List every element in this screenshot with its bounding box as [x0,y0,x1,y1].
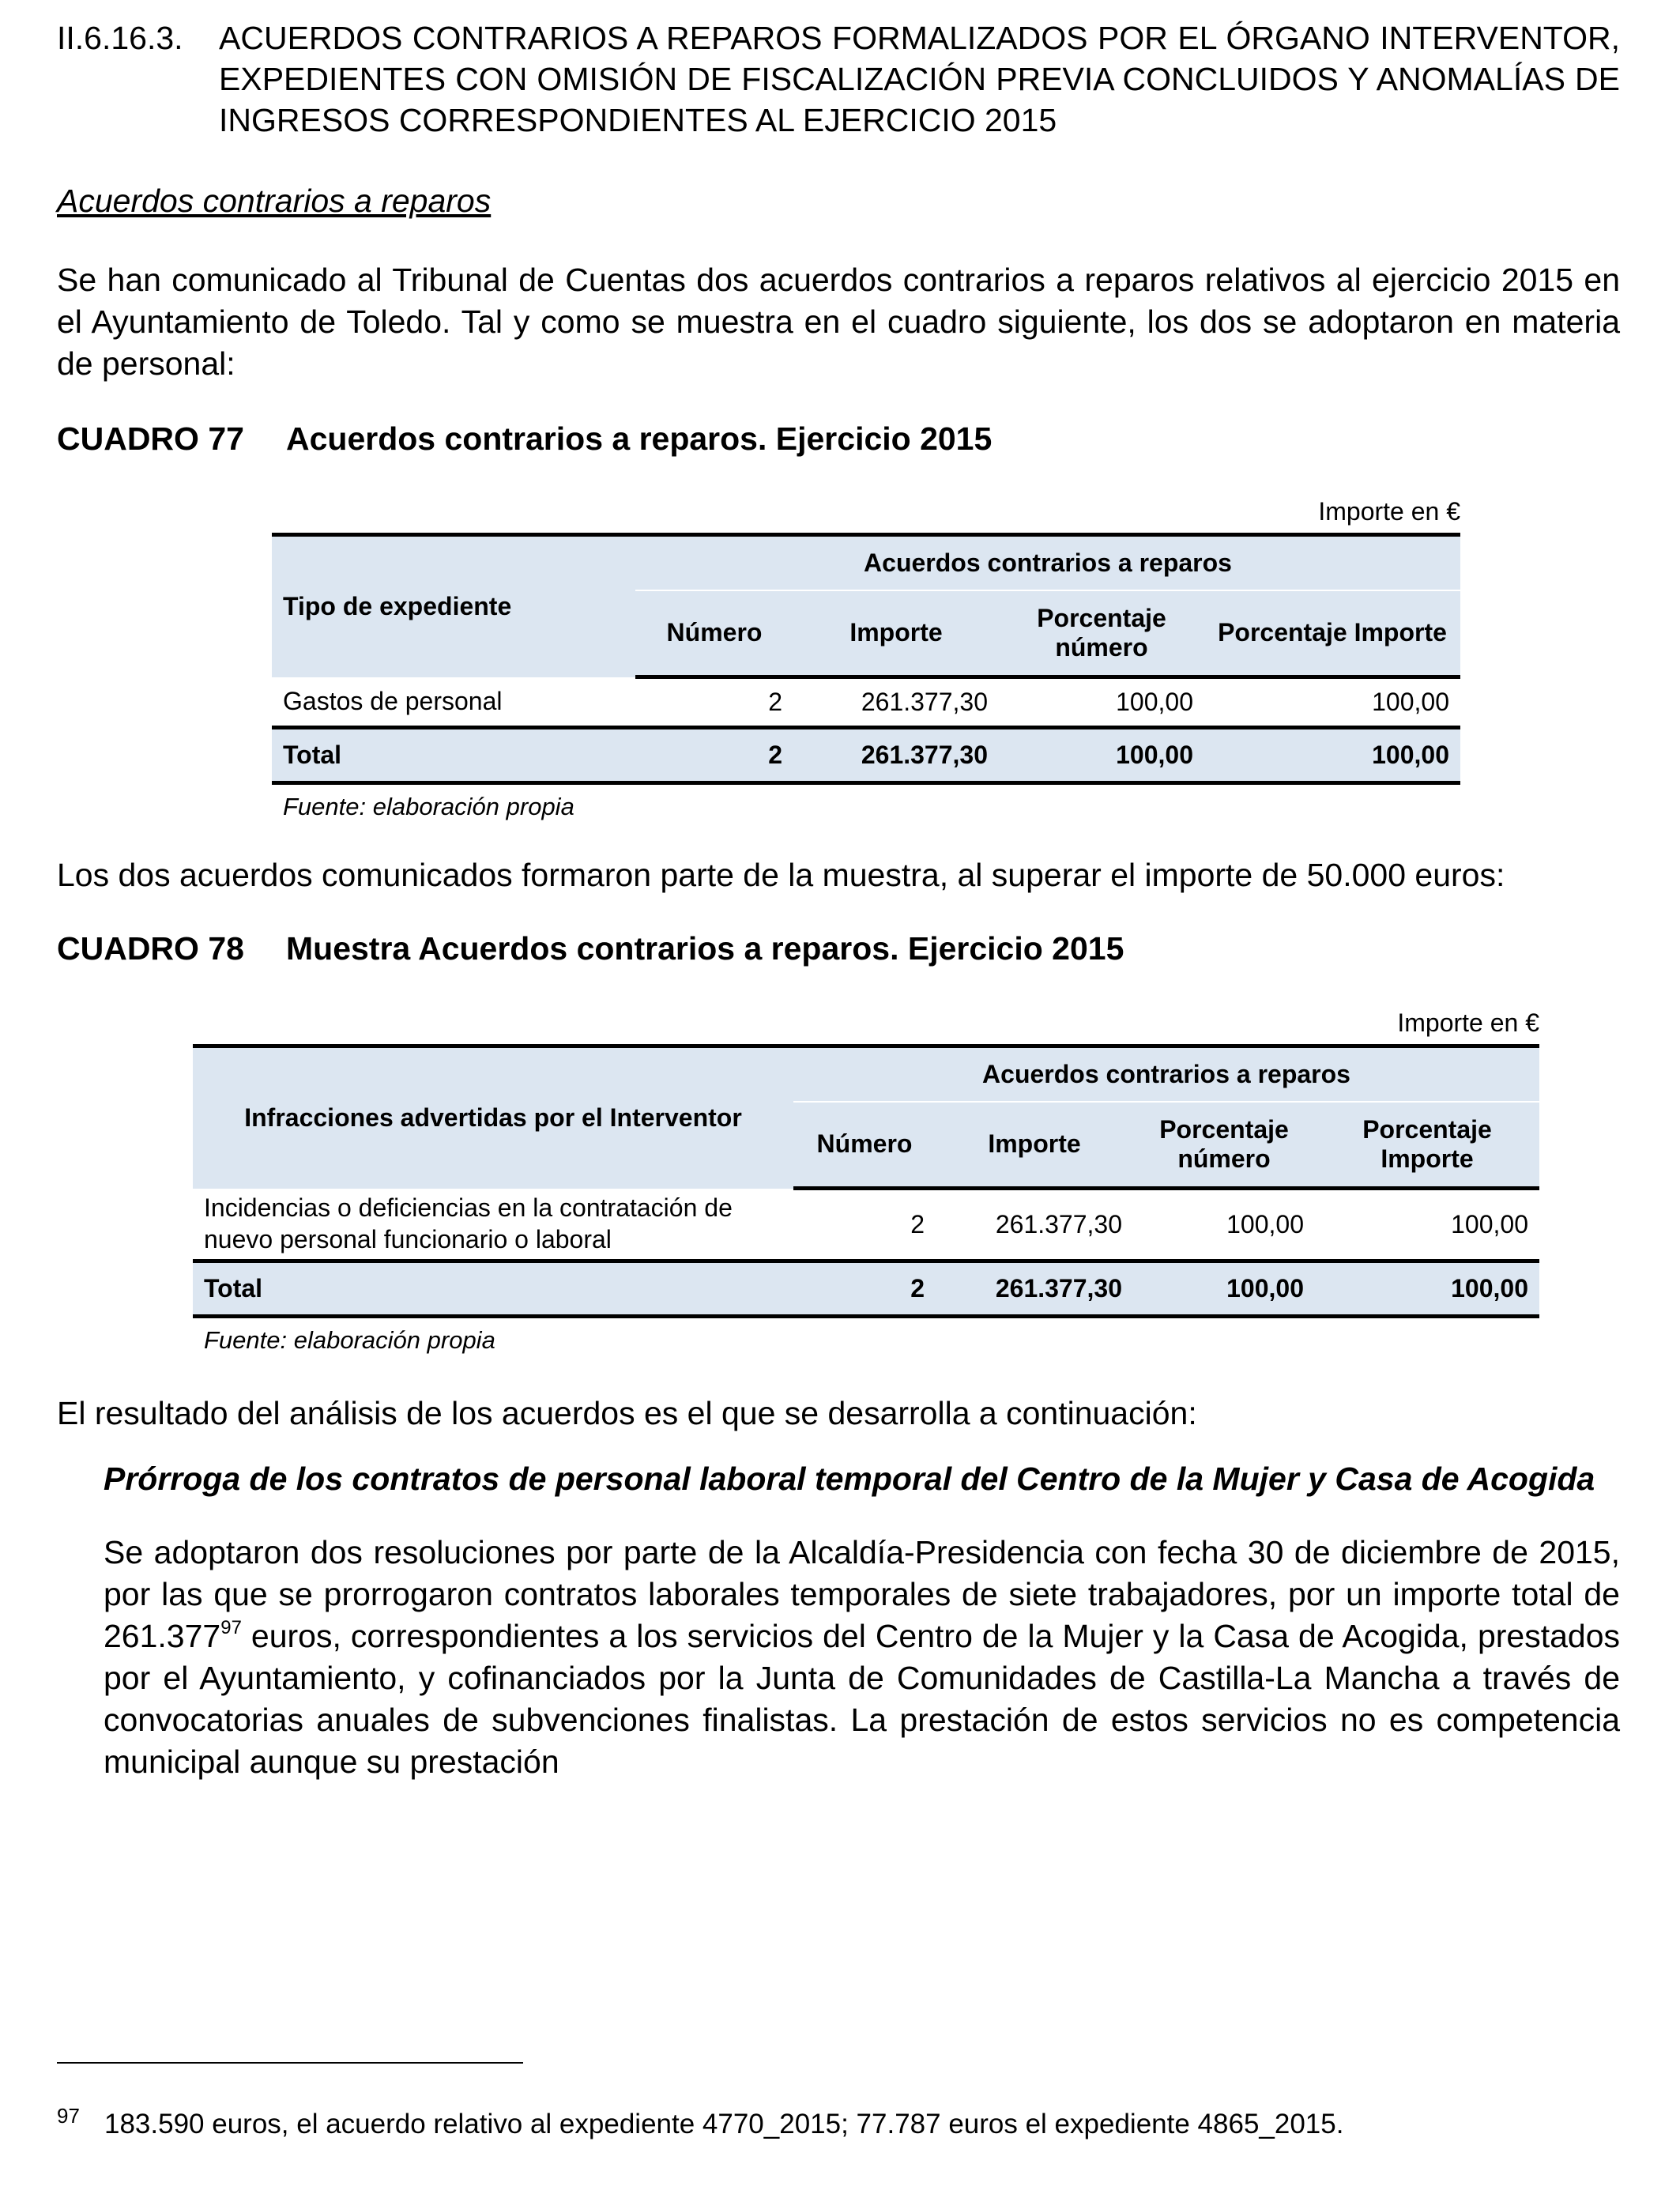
cell-total-pct-importe: 100,00 [1315,1261,1539,1317]
table-row [272,677,1460,728]
cuadro-77-source: Fuente: elaboración propia [283,793,574,820]
cuadro-77-title: Acuerdos contrarios a reparos. Ejercicio 2015 [286,420,993,457]
cell-total-importe: 261.377,30 [936,1261,1133,1317]
cuadro-78-table [193,1044,1539,1318]
cuadro-78-source: Fuente: elaboración propia [204,1326,495,1354]
cell-importe: 261.377,30 [995,1210,1122,1238]
cuadro-77-block [272,497,1460,821]
cuadro-77-label: CUADRO 77 [57,420,244,457]
cuadro-78-unit: Importe en € [1397,1008,1539,1037]
paragraph-muestra: Los dos acuerdos comunicados formaron parte de la muestra, al superar el importe de 50.000 euros: [57,857,1505,893]
footnote-text: 183.590 euros, el acuerdo relativo al expediente 4770_2015; 77.787 euros el expediente 4865_2015. [104,2109,1344,2139]
cuadro-78-col-numero: Número [793,1102,936,1189]
cuadro-78-title: Muestra Acuerdos contrarios a reparos. Ejercicio 2015 [286,930,1124,967]
section-number: II.6.16.3. [57,20,183,56]
cell-pct-numero: 100,00 [1226,1210,1304,1238]
cuadro-78-col-pct-numero: Porcentaje número [1133,1102,1315,1189]
footnote-ref-97[interactable]: 97 [220,1617,242,1639]
cell-total-pct-numero: 100,00 [999,728,1204,783]
paragraph-resultado: El resultado del análisis de los acuerdos es el que se desarrolla a continuación: [57,1395,1197,1431]
footnote-number: 97 [57,2104,80,2128]
table-total-row [272,728,1460,783]
cuadro-78-label: CUADRO 78 [57,930,244,967]
cell-pct-importe: 100,00 [1372,688,1449,716]
cell-label: Gastos de personal [283,686,503,715]
cell-label: Incidencias o deficiencias en la contratación de nuevo personal funcionario o laboral [204,1193,733,1254]
paragraph-resoluciones-part1: Se adoptaron dos resoluciones por parte de la Alcaldía-Presidencia con fecha 30 de diciembre de 2015, por las que se prorrogaron contratos laborales temporales de siete trabajadores, por un importe total de 261.377 [104,1534,1620,1654]
table-row [193,1189,1539,1261]
document-page [57,17,1620,1783]
cell-importe: 261.377,30 [861,688,988,716]
cell-pct-numero: 100,00 [1116,688,1193,716]
cuadro-78-col-pct-importe: Porcentaje Importe [1315,1102,1539,1189]
subheading-acuerdos: Acuerdos contrarios a reparos [57,183,492,219]
cuadro-78-block [193,1008,1539,1355]
footnote-separator [57,2062,523,2064]
section-heading [57,17,1620,141]
cell-total-importe: 261.377,30 [793,728,999,783]
cuadro-77-table [272,533,1460,785]
cuadro-78-col-importe: Importe [936,1102,1133,1189]
cell-total-numero: 2 [635,728,793,783]
cuadro-78-col-infracciones: Infracciones advertidas por el Interventor [193,1046,793,1189]
cuadro-77-col-pct-numero: Porcentaje número [999,590,1204,677]
cuadro-77-col-pct-importe: Porcentaje Importe [1204,590,1460,677]
cell-pct-importe: 100,00 [1451,1210,1528,1238]
cuadro-78-group-header: Acuerdos contrarios a reparos [793,1046,1539,1102]
cell-total-numero: 2 [793,1261,936,1317]
cell-total-pct-importe: 100,00 [1204,728,1460,783]
paragraph-resoluciones-part2: euros, correspondientes a los servicios del Centro de la Mujer y la Casa de Acogida, prestados por el Ayuntamiento, y cofinanciados por la Junta de Comunidades de Castilla-La Mancha a través de convocatorias anuales de subvenciones finalistas. La prestación de estos servicios no es competencia municipal aunque su prestación [104,1618,1620,1780]
cuadro-77-caption [57,418,1620,459]
cuadro-77-col-importe: Importe [793,590,999,677]
cuadro-77-col-tipo: Tipo de expediente [272,535,635,677]
cell-numero: 2 [768,688,782,716]
cuadro-77-group-header: Acuerdos contrarios a reparos [635,535,1460,590]
table-total-row [193,1261,1539,1317]
cuadro-77-col-numero: Número [635,590,793,677]
cuadro-78-caption [57,928,1620,969]
cell-numero: 2 [910,1210,925,1238]
subtitle-prorroga: Prórroga de los contratos de personal laboral temporal del Centro de la Mujer y Casa de Acogida [104,1461,1595,1497]
cuadro-77-unit: Importe en € [1318,497,1460,526]
section-title: ACUERDOS CONTRARIOS A REPAROS FORMALIZADOS POR EL ÓRGANO INTERVENTOR, EXPEDIENTES CON OMISIÓN DE FISCALIZACIÓN PREVIA CONCLUIDOS Y ANOMALÍAS DE INGRESOS CORRESPONDIENTES AL EJERCICIO 2015 [219,20,1620,138]
footnote [57,2104,1620,2140]
paragraph-intro: Se han comunicado al Tribunal de Cuentas dos acuerdos contrarios a reparos relativos al ejercicio 2015 en el Ayuntamiento de Toledo. Tal y como se muestra en el cuadro siguiente, los dos se adoptaron en materia de personal: [57,262,1620,382]
cell-total-label: Total [193,1261,793,1317]
cell-total-pct-numero: 100,00 [1133,1261,1315,1317]
paragraph-resoluciones [104,1532,1620,1783]
cell-total-label: Total [272,728,635,783]
